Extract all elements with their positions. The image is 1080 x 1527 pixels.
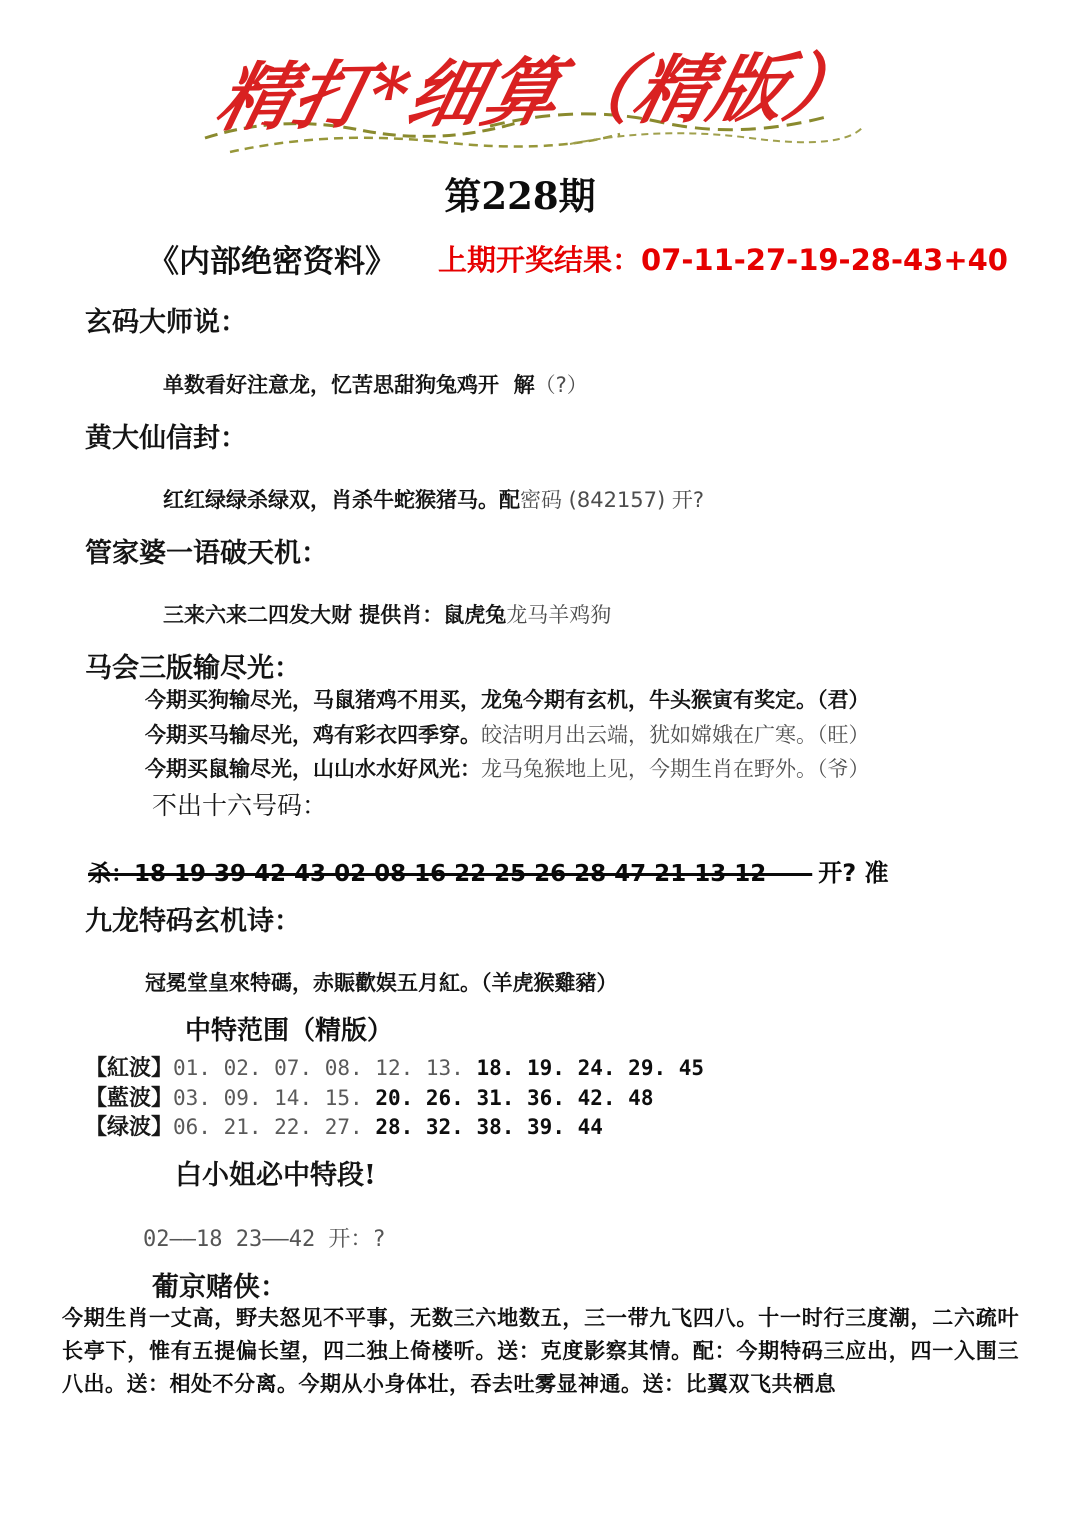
wave-numbers-bold: 28. 32. 38. 39. 44 [375, 1115, 603, 1139]
wave-row-red [85, 1051, 704, 1082]
tip-line-row [145, 753, 870, 783]
wave-numbers-light: 01. 02. 07. 08. 12. 13. [173, 1056, 477, 1080]
wave-label-red: 【紅波】 [85, 1055, 174, 1081]
secret-material-title: 《内部绝密资料》 [148, 244, 396, 280]
section-heading-xuanma-master: 玄码大师说： [85, 307, 247, 338]
tip-line-light: 密码 (842157) 开? [520, 488, 705, 512]
brand-logo-title: 精打*细算（精版） [209, 44, 872, 142]
killed-numbers-line [88, 853, 889, 888]
tip-line: 三来六来二四发大财 提供肖：鼠虎兔 [163, 603, 507, 627]
wave-numbers-bold: 20. 26. 31. 36. 42. 48 [375, 1086, 654, 1110]
last-draw-result-numbers: 07-11-27-19-28-43+40 [641, 243, 1008, 277]
gambler-paragraph: 今期生肖一丈高，野夫怒见不平事，无数三六地数五，三一带九飞四八。十一时行三度潮，二六疏叶长亭下，惟有五提偏长望，四二独上倚楼听。送：克度影察其情。配：今期特码三应出，四一入围三八出。送：相处不分离。今期从小身体壮，吞去吐雾显神通。送：比翼双飞共栖息 [62, 1306, 1019, 1396]
tip-line: 单数看好注意龙，忆苦思甜狗兔鸡开 解 [163, 373, 535, 397]
issue-number: 第228期 [444, 174, 596, 218]
last-draw-result [438, 238, 1008, 279]
white-lady-numbers: 02——18 23——42 开：? [143, 1227, 386, 1252]
range-title: 中特范围（精版） [185, 1016, 394, 1046]
tip-line: 红红绿绿杀绿双，肖杀牛蛇猴猪马。配 [163, 488, 520, 512]
section-heading-gambler: 葡京赌侠： [152, 1272, 287, 1303]
tip-line-light: 龙马兔猴地上见，今期生肖在野外。（爷） [481, 757, 870, 781]
poem-line [145, 967, 618, 997]
section-heading-three-editions: 马会三版输尽光： [85, 653, 301, 684]
tip-line-row [145, 719, 870, 749]
section-heading-wong-tai-sin: 黄大仙信封： [85, 423, 247, 454]
tip-line: 今期买鼠输尽光，山山水水好风光： [145, 757, 481, 781]
sixteen-numbers-label: 不出十六号码： [152, 791, 328, 820]
wave-label-blue: 【藍波】 [85, 1085, 174, 1111]
tip-line-light: 龙马羊鸡狗 [506, 603, 612, 627]
section-content [163, 484, 704, 514]
killed-numbers-result: 开? 准 [818, 859, 889, 887]
tip-line-light: （?） [534, 373, 588, 397]
killed-numbers-struck: 杀：18 19 39 42 43 02 08 16 22 25 26 28 47 21 13 12—— [88, 861, 813, 887]
last-draw-result-label: 上期开奖结果： [438, 243, 642, 277]
section-heading-nine-dragons: 九龙特码玄机诗： [85, 906, 301, 937]
tip-line-row [145, 684, 870, 714]
tip-line: 今期买马输尽光，鸡有彩衣四季穿。 [145, 723, 481, 747]
wave-row-green [85, 1110, 603, 1141]
wave-numbers-light: 06. 21. 22. 27. [173, 1115, 376, 1139]
wave-numbers-light: 03. 09. 14. 15. [173, 1086, 376, 1110]
tip-line: 冠冕堂皇來特碼，赤賑歡娱五月紅。（羊虎猴雞豬） [145, 971, 618, 995]
section-heading-white-lady: 白小姐必中特段! [175, 1160, 376, 1191]
wave-numbers-bold: 18. 19. 24. 29. 45 [476, 1056, 705, 1080]
section-heading-guanjiapo: 管家婆一语破天机： [85, 538, 328, 569]
tip-line: 今期买狗输尽光，马鼠猪鸡不用买，龙兔今期有玄机，牛头猴寅有奖定。（君） [145, 688, 870, 712]
wave-row-blue [85, 1081, 653, 1112]
section-content [163, 369, 588, 399]
tip-line-light: 皎洁明月出云端，犹如嫦娥在广寒。（旺） [481, 723, 870, 747]
section-content [163, 599, 611, 629]
wave-label-green: 【绿波】 [85, 1114, 174, 1140]
